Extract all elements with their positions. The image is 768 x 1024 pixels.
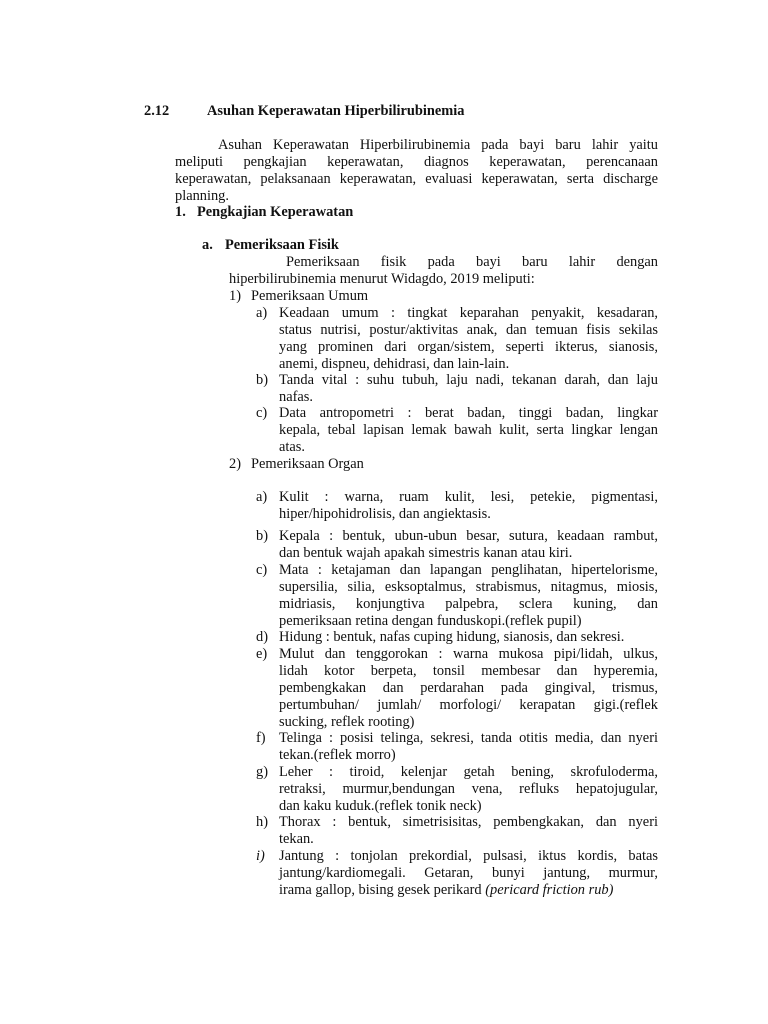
list-item: Mulut dan tenggorokan : warna mukosa pipi/lidah, ulkus, lidah kotor berpeta, tonsil membesar dan hyperemia, pembengkakan dan perdarahan pada gingival, trismus, pertumbuhan/ jumlah/ morfologi/ kerapatan gigi.(reflek sucking, reflek rooting)	[279, 646, 658, 730]
list-item: Hidung : bentuk, nafas cuping hidung, sianosis, dan sekresi.	[279, 629, 625, 645]
item-letter: e)	[256, 646, 268, 662]
list-item: Leher : tiroid, kelenjar getah bening, skrofuloderma, retraksi, murmur,bendungan vena, refluks hepatojugular, dan kaku kuduk.(reflek tonik neck)	[279, 764, 658, 814]
sub-num-1: 1)	[229, 288, 241, 304]
list-item: Data antropometri : berat badan, tinggi badan, lingkar kepala, tebal lapisan lemak bawah kulit, serta lingkar lengan atas.	[279, 405, 658, 455]
list-item: Kulit : warna, ruam kulit, lesi, petekie, pigmentasi, hiper/hipohidrolisis, dan angiektasis.	[279, 489, 658, 522]
item-letter: i)	[256, 848, 265, 864]
item-letter: c)	[256, 562, 268, 578]
intro-paragraph	[175, 137, 658, 205]
italic-term: (pericard friction rub)	[485, 881, 614, 898]
item-letter: b)	[256, 372, 268, 388]
section-title: Asuhan Keperawatan Hiperbilirubinemia	[207, 103, 465, 119]
item-letter: c)	[256, 405, 268, 421]
organ-heading: Pemeriksaan Organ	[251, 456, 364, 472]
item-letter: g)	[256, 764, 268, 780]
list-item: Mata : ketajaman dan lapangan penglihatan, hipertelorisme, supersilia, silia, esksoptalmus, strabismus, nitagmus, miosis, midriasis, konjungtiva palpebra, sclera kuning, dan pemeriksaan retina dengan funduskopi.(reflek pupil)	[279, 562, 658, 629]
sub-num-2: 2)	[229, 456, 241, 472]
item-letter: a)	[256, 489, 268, 505]
pengkajian-heading: Pengkajian Keperawatan	[197, 204, 354, 220]
item-letter: f)	[256, 730, 266, 746]
sub-letter-a: a.	[202, 237, 213, 253]
item-letter: d)	[256, 629, 268, 645]
fisik-heading: Pemeriksaan Fisik	[225, 237, 339, 253]
intro-line: planning.	[175, 187, 229, 204]
list-item: Telinga : posisi telinga, sekresi, tanda otitis media, dan nyeri tekan.(reflek morro)	[279, 730, 658, 763]
fisik-line: Pemeriksaan fisik pada bayi baru lahir dengan	[286, 254, 658, 270]
intro-line: keperawatan, pelaksanaan keperawatan, evaluasi keperawatan, serta discharge	[175, 170, 658, 187]
list-item: Kepala : bentuk, ubun-ubun besar, sutura, keadaan rambut, dan bentuk wajah apakah simestris kanan atau kiri.	[279, 528, 658, 561]
item-letter: b)	[256, 528, 268, 544]
list-item: Thorax : bentuk, simetrisisitas, pembengkakan, dan nyeri tekan.	[279, 814, 658, 847]
intro-line: Asuhan Keperawatan Hiperbilirubinemia pada bayi baru lahir yaitu	[218, 137, 658, 153]
fisik-paragraph	[229, 254, 658, 288]
list-item: Jantung : tonjolan prekordial, pulsasi, iktus kordis, batas jantung/kardiomegali. Getaran, bunyi jantung, murmur, irama gallop, bising gesek perikard (pericard friction rub)	[279, 848, 658, 898]
list-item: Keadaan umum : tingkat keparahan penyakit, kesadaran, status nutrisi, postur/aktivitas anak, dan temuan fisis sekilas yang prominen dari organ/sistem, seperti ikterus, sianosis, anemi, dispneu, dehidrasi, dan lain-lain.	[279, 305, 658, 372]
fisik-line: hiperbilirubinemia menurut Widagdo, 2019 meliputi:	[229, 270, 535, 287]
list-item: Tanda vital : suhu tubuh, laju nadi, tekanan darah, dan laju nafas.	[279, 372, 658, 405]
intro-line: meliputi pengkajian keperawatan, diagnos keperawatan, perencanaan	[175, 153, 658, 170]
list-number-1: 1.	[175, 204, 186, 220]
item-letter: h)	[256, 814, 268, 830]
section-number: 2.12	[144, 103, 170, 119]
item-letter: a)	[256, 305, 268, 321]
umum-heading: Pemeriksaan Umum	[251, 288, 369, 304]
